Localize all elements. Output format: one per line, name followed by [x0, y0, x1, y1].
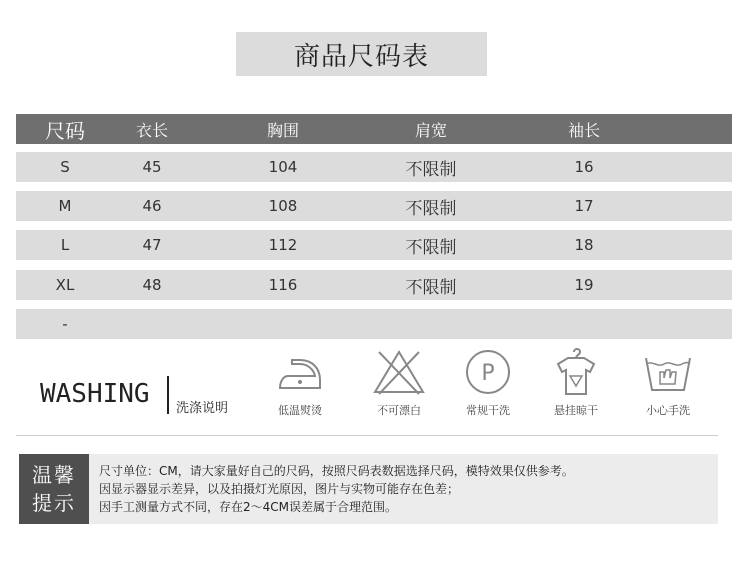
notice-line: 尺寸单位：CM，请大家量好自己的尺码，按照尺码表数据选择尺码，模特效果仅供参考。: [99, 464, 574, 478]
care-label: 常规干洗: [466, 404, 510, 417]
notice-label-line1: 温馨: [32, 463, 76, 487]
row-size: L: [60, 236, 70, 254]
size-table-header: [16, 114, 732, 144]
table-row: [16, 270, 732, 300]
row-length: 48: [142, 276, 162, 294]
row-shoulder: 不限制: [405, 159, 457, 180]
row-shoulder: 不限制: [405, 277, 457, 298]
row-size: S: [60, 158, 70, 176]
table-row: [16, 191, 732, 221]
row-size: M: [58, 197, 72, 215]
row-length: 46: [142, 197, 162, 215]
page-title: 商品尺码表: [293, 41, 429, 72]
care-label: 小心手洗: [646, 404, 690, 417]
dry-clean-p-icon: [460, 346, 516, 398]
row-chest: 112: [268, 236, 298, 254]
header-length: 衣长: [135, 120, 169, 140]
row-chest: 116: [268, 276, 298, 294]
header-shoulder: 肩宽: [414, 120, 448, 140]
row-sleeve: 16: [574, 158, 594, 176]
row-shoulder: 不限制: [405, 198, 457, 219]
row-sleeve: 17: [574, 197, 594, 215]
notice-line: 因显示器显示差异，以及拍摄灯光原因，图片与实物可能存在色差；: [99, 482, 460, 496]
care-label: 低温熨烫: [278, 404, 322, 417]
header-chest: 胸围: [266, 120, 300, 140]
notice-line: 因手工测量方式不同，存在2～4CM误差属于合理范围。: [99, 500, 398, 514]
title-banner: [236, 32, 487, 76]
row-shoulder: 不限制: [405, 237, 457, 258]
row-chest: 108: [268, 197, 298, 215]
notice-label: [19, 454, 89, 524]
care-item-hangdry: [536, 346, 616, 422]
header-sleeve: 袖长: [567, 120, 601, 140]
row-sleeve: 18: [574, 236, 594, 254]
row-size: XL: [55, 276, 75, 294]
row-size: -: [62, 315, 68, 333]
iron-low-temp-icon: [272, 346, 328, 398]
care-label: 不可漂白: [377, 404, 421, 417]
hang-dry-icon: [548, 346, 604, 398]
no-bleach-icon: [371, 346, 427, 398]
row-sleeve: 19: [574, 276, 594, 294]
care-label: 悬挂晾干: [554, 404, 598, 417]
care-item-handwash: [628, 346, 708, 422]
table-row: [16, 152, 732, 182]
hand-wash-icon: [640, 346, 696, 398]
care-item-bleach: [359, 346, 439, 422]
row-length: 45: [142, 158, 162, 176]
washing-divider: [167, 376, 169, 414]
care-item-iron: [260, 346, 340, 422]
row-chest: 104: [268, 158, 298, 176]
header-size: 尺码: [45, 118, 85, 143]
table-row: [16, 309, 732, 339]
washing-title: WASHING: [40, 379, 150, 409]
section-divider: [16, 435, 718, 436]
notice-label-line2: 提示: [32, 491, 76, 515]
table-row: [16, 230, 732, 260]
notice-text: [99, 462, 574, 516]
care-item-dryclean: [448, 346, 528, 422]
svg-text:P: P: [481, 361, 495, 386]
row-length: 47: [142, 236, 162, 254]
washing-subtitle: 洗涤说明: [176, 401, 229, 416]
